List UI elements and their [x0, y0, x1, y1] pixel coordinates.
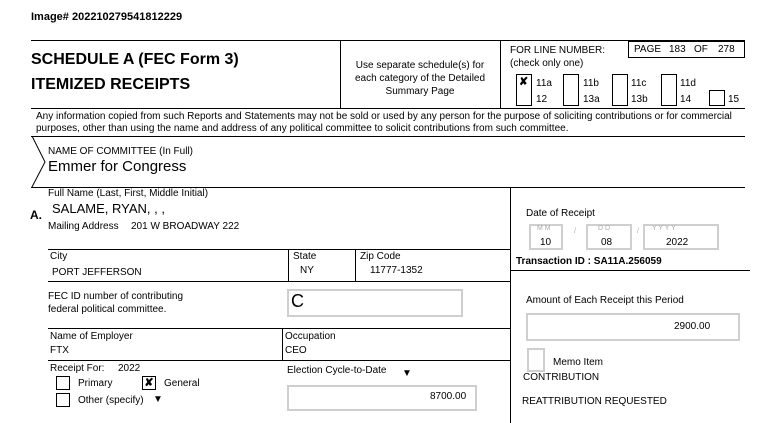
fec-id-label-2: federal political committee. [48, 304, 167, 315]
for-line-label: FOR LINE NUMBER: [510, 45, 606, 56]
line-11c-label: 11c [631, 78, 647, 89]
city-value: PORT JEFFERSON [52, 267, 142, 278]
state-label: State [293, 251, 317, 262]
committee-name: Emmer for Congress [48, 158, 187, 175]
date-slash-2: / [637, 228, 639, 235]
day-value: 08 [601, 237, 613, 248]
committee-label: NAME OF COMMITTEE (In Full) [48, 146, 193, 157]
line-12-label: 12 [536, 94, 548, 105]
line-11c-checkbox[interactable] [612, 74, 628, 106]
date-of-receipt-label: Date of Receipt [526, 208, 595, 219]
occupation-value: CEO [285, 345, 307, 356]
other-specify-label: Other (specify) [78, 395, 144, 406]
cycle-dropdown-icon[interactable]: ▼ [402, 368, 412, 379]
full-name-label: Full Name (Last, First, Middle Initial) [48, 188, 209, 199]
general-checkbox[interactable]: ✘ [142, 376, 156, 390]
memo-item-label: Memo Item [553, 357, 604, 368]
other-checkbox[interactable] [56, 393, 70, 407]
entry-letter: A. [30, 208, 42, 222]
line-14-label: 14 [680, 94, 692, 105]
line-13a-label: 13a [583, 94, 600, 105]
primary-label: Primary [78, 378, 113, 389]
memo-item-checkbox[interactable] [527, 348, 545, 372]
employer-label: Name of Employer [50, 331, 133, 342]
state-value: NY [300, 265, 314, 276]
line-11b-checkbox[interactable] [563, 74, 579, 106]
page-label: PAGE [634, 44, 662, 55]
fec-id-label-1: FEC ID number of contributing [48, 291, 184, 302]
other-dropdown-icon[interactable]: ▼ [153, 394, 163, 405]
primary-checkbox[interactable] [56, 376, 70, 390]
line-11a-check-mark: ✘ [519, 76, 529, 88]
disclaimer-text: Any information copied from such Reports and Statements may not be sold or used by any person for the purpose of soliciting contributions or for commercial purposes, other than using the name and address of any political committee to solicit contributions from such committee. [36, 111, 732, 134]
contributor-name: SALAME, RYAN, , , [52, 201, 165, 216]
receipt-for-label: Receipt For: [50, 363, 105, 374]
committee-chevron [31, 136, 47, 188]
transaction-id: Transaction ID : SA11A.256059 [516, 256, 662, 267]
fec-id-field[interactable] [287, 289, 463, 317]
year-value: 2022 [666, 237, 689, 248]
contribution-label: CONTRIBUTION [523, 372, 600, 383]
cycle-amount-value: 8700.00 [430, 391, 467, 402]
amount-label: Amount of Each Receipt this Period [526, 295, 684, 306]
instruction-text: Use separate schedule(s) for each category of the Detailed Summary Page [354, 60, 486, 97]
occupation-label: Occupation [285, 331, 336, 342]
line-11d-label: 11d [680, 78, 696, 89]
month-hint: M M [537, 225, 551, 232]
line-11a-label: 11a [536, 78, 552, 89]
line-11d-checkbox[interactable] [661, 74, 677, 106]
line-11b-label: 11b [583, 78, 599, 89]
line-15-checkbox[interactable] [709, 90, 725, 106]
of-label: OF [694, 44, 708, 55]
day-hint: D D [598, 225, 611, 232]
receipt-for-year: 2022 [118, 363, 141, 374]
employer-value: FTX [50, 345, 69, 356]
month-value: 10 [540, 237, 552, 248]
schedule-subtitle: ITEMIZED RECEIPTS [31, 76, 191, 93]
city-label: City [50, 251, 68, 262]
image-id: Image# 202210279541812229 [31, 11, 183, 23]
line-15-label: 15 [728, 94, 740, 105]
mailing-address: 201 W BROADWAY 222 [131, 221, 240, 232]
page-total: 278 [718, 44, 735, 55]
check-only-one: (check only one) [510, 58, 584, 69]
mailing-address-label: Mailing Address [48, 221, 119, 232]
zip-value: 11777-1352 [370, 265, 423, 276]
zip-label: Zip Code [360, 251, 401, 262]
general-label: General [164, 378, 200, 389]
date-slash-1: / [574, 228, 576, 235]
line-13b-label: 13b [631, 94, 648, 105]
year-hint: Y Y Y Y [652, 225, 676, 232]
reattribution-label: REATTRIBUTION REQUESTED [522, 396, 667, 407]
page-number: 183 [669, 44, 686, 55]
schedule-title: SCHEDULE A (FEC Form 3) [31, 51, 239, 68]
fec-id-prefix: C [291, 291, 304, 311]
cycle-to-date-label: Election Cycle-to-Date [287, 365, 387, 376]
amount-value: 2900.00 [674, 321, 711, 332]
